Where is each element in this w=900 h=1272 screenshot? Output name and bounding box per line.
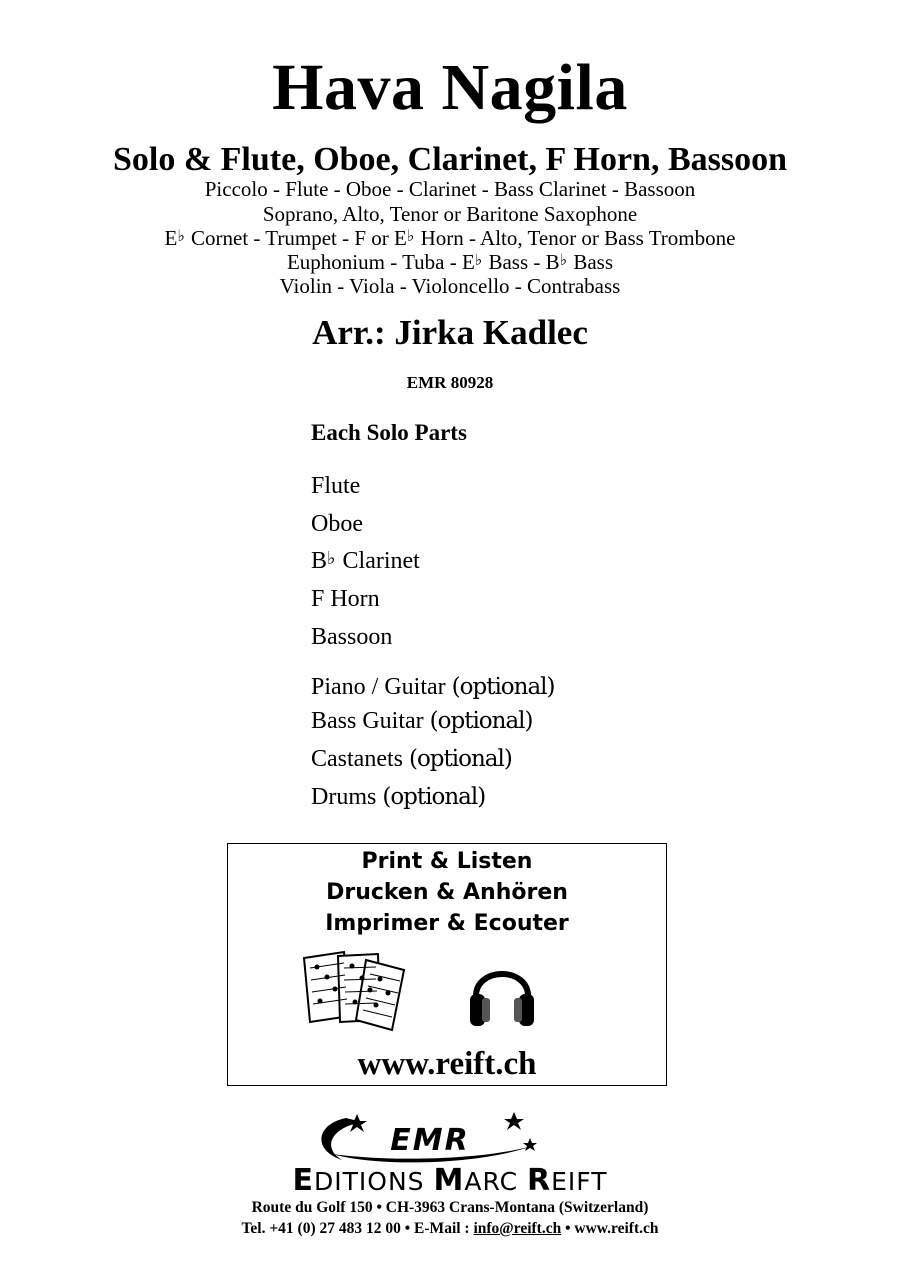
website-link[interactable]: www.reift.ch xyxy=(357,1046,537,1082)
e-flat-letter: E xyxy=(461,250,475,274)
publisher-name xyxy=(0,1163,900,1198)
flat-sign: ♭ xyxy=(177,228,185,246)
emr-logo-text: EMR xyxy=(390,1123,470,1158)
instrument-line-4 xyxy=(0,250,900,277)
part-bassoon: Bassoon xyxy=(311,624,393,650)
instrument-line-1: Piccolo - Flute - Oboe - Clarinet - Bass Clarinet - Bassoon xyxy=(204,177,696,201)
b-flat-letter: B xyxy=(311,548,328,574)
parts-heading: Each Solo Parts xyxy=(311,420,467,445)
part-castanets xyxy=(311,745,512,773)
optional-note: (optional) xyxy=(451,674,555,700)
part-bass-guitar xyxy=(311,707,533,735)
publisher-contact xyxy=(0,1219,900,1239)
b-flat-letter: B xyxy=(545,250,560,274)
part-oboe: Oboe xyxy=(311,511,363,537)
instrument-text: Euphonium - Tuba - xyxy=(286,250,462,274)
instrument-text: Bass xyxy=(568,250,614,274)
part-flute: Flute xyxy=(311,473,361,499)
part-label: Bass Guitar xyxy=(311,708,430,734)
instrument-text: Bass - xyxy=(483,250,546,274)
instrument-line-3 xyxy=(0,226,900,253)
part-piano-guitar xyxy=(311,673,555,701)
instrument-text: Cornet - Trumpet - F or xyxy=(185,226,395,250)
e-flat-letter: E xyxy=(394,226,407,250)
instrument-line-5: Violin - Viola - Violoncello - Contrabass xyxy=(279,274,621,298)
publisher-name-part: EIFT xyxy=(551,1167,608,1196)
headphones-icon xyxy=(468,952,536,1032)
flat-sign: ♭ xyxy=(559,252,568,270)
part-drums xyxy=(311,783,485,811)
website-text: • www.reift.ch xyxy=(561,1220,659,1237)
emr-logo xyxy=(312,1110,544,1166)
optional-note: (optional) xyxy=(382,784,486,810)
promo-line-german: Drucken & Anhören xyxy=(326,880,568,905)
e-flat-letter: E xyxy=(164,226,178,250)
promo-line-english: Print & Listen xyxy=(361,849,533,874)
subtitle: Solo & Flute, Oboe, Clarinet, F Horn, Bassoon xyxy=(112,141,788,178)
arranger: Arr.: Jirka Kadlec xyxy=(312,313,588,352)
publisher-address: Route du Golf 150 • CH-3963 Crans-Montana (Switzerland) xyxy=(251,1199,649,1216)
sheet-music-icon xyxy=(300,948,412,1032)
optional-note: (optional) xyxy=(429,708,533,734)
publisher-name-part: ARC xyxy=(464,1167,527,1196)
part-horn: F Horn xyxy=(311,586,380,612)
telephone: Tel. +41 (0) 27 483 12 00 • E-Mail : xyxy=(241,1220,474,1237)
publisher-initial: R xyxy=(526,1163,552,1198)
part-label: Drums xyxy=(311,784,383,810)
part-clarinet xyxy=(311,547,420,576)
print-listen-box xyxy=(227,843,667,1086)
optional-note: (optional) xyxy=(408,746,512,772)
publisher-initial: E xyxy=(292,1163,315,1198)
instrument-text: Horn - Alto, Tenor or Bass Trombone xyxy=(415,226,736,250)
catalog-number: EMR 80928 xyxy=(406,373,494,392)
instrument-line-2: Soprano, Alto, Tenor or Baritone Saxophone xyxy=(262,202,638,226)
promo-line-french: Imprimer & Ecouter xyxy=(325,911,569,936)
page-title: Hava Nagila xyxy=(272,51,628,124)
flat-sign: ♭ xyxy=(406,228,415,246)
publisher-name-part: DITIONS xyxy=(314,1167,434,1196)
part-label: Castanets xyxy=(311,746,409,772)
part-label: Piano / Guitar xyxy=(311,674,452,700)
part-clarinet-label: Clarinet xyxy=(336,548,420,574)
publisher-initial: M xyxy=(433,1163,465,1198)
email-link[interactable]: info@reift.ch xyxy=(473,1220,562,1237)
flat-sign: ♭ xyxy=(327,547,336,568)
flat-sign: ♭ xyxy=(474,252,483,270)
